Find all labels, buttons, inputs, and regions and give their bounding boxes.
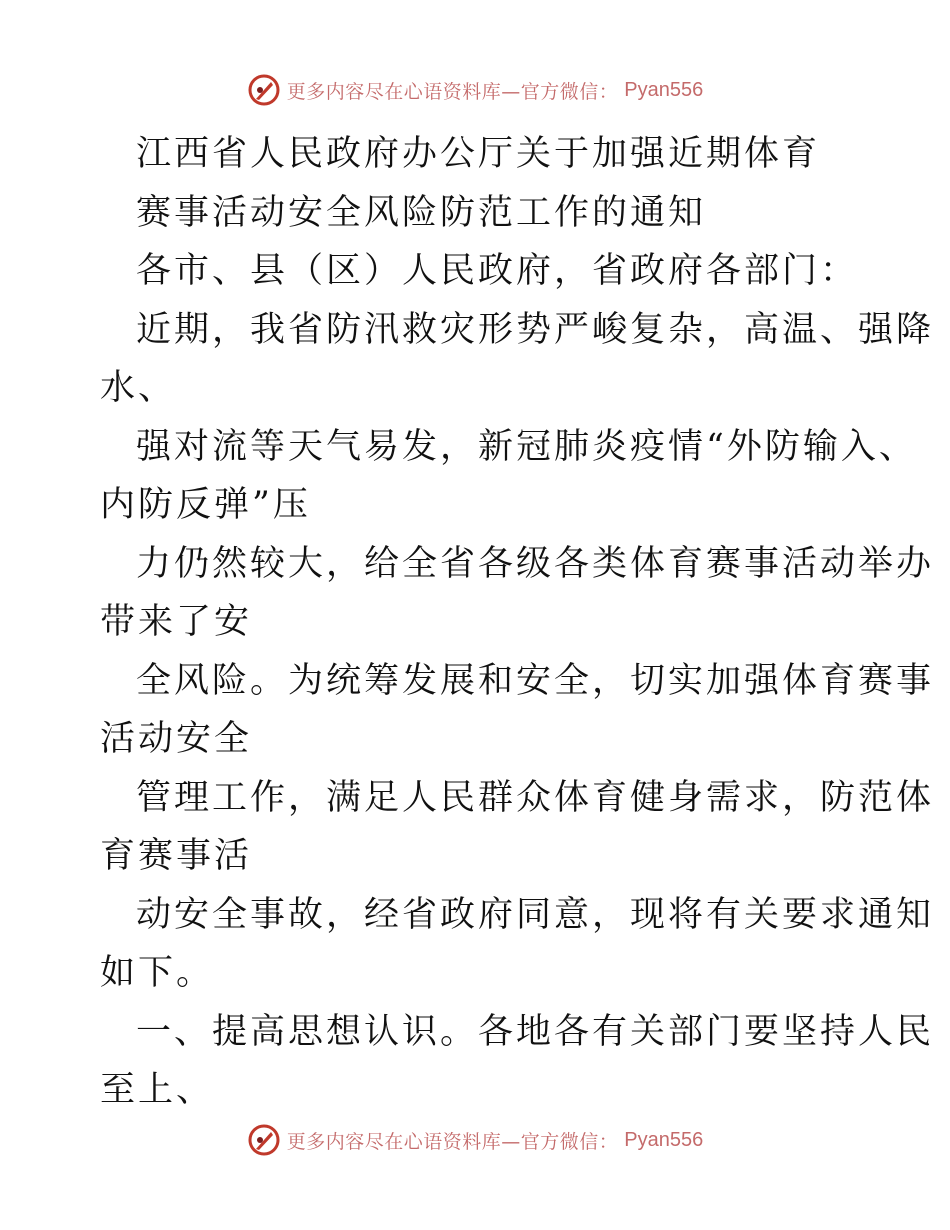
title-line-1: 江西省人民政府办公厅关于加强近期体育 xyxy=(136,134,821,174)
quill-logo-icon xyxy=(247,73,281,107)
text-line: 育赛事活 xyxy=(100,836,253,876)
text-line: 内防反弹”压 xyxy=(100,485,311,525)
text-line: 管理工作，满足人民群众体育健身需求，防范体 xyxy=(136,777,935,818)
text-line: 强对流等天气易发，新冠肺炎疫情“外防输入、 xyxy=(136,426,917,467)
text-line: 力仍然较大，给全省各级各类体育赛事活动举办 xyxy=(136,543,935,584)
watermark-handle: Pyan556 xyxy=(624,78,704,101)
text-line: 如下。 xyxy=(100,953,215,993)
text-line: 水、 xyxy=(100,368,177,408)
text-line: 全风险。为统筹发展和安全，切实加强体育赛事 xyxy=(136,660,935,701)
header-watermark xyxy=(0,70,950,110)
watermark-handle: Pyan556 xyxy=(624,1128,704,1151)
document-body xyxy=(100,125,935,1120)
watermark-text: 更多内容尽在心语资料库—官方微信： xyxy=(286,1130,619,1153)
text-line: 至上、 xyxy=(100,1070,215,1110)
watermark-text: 更多内容尽在心语资料库—官方微信： xyxy=(286,80,619,103)
section-heading-line: 一、提高思想认识。各地各有关部门要坚持人民 xyxy=(136,1011,935,1052)
text-line: 近期，我省防汛救灾形势严峻复杂，高温、强降 xyxy=(136,309,935,350)
text-line: 活动安全 xyxy=(100,719,253,759)
footer-watermark xyxy=(0,1120,950,1160)
quill-logo-icon xyxy=(247,1123,281,1157)
text-line: 带来了安 xyxy=(100,602,253,642)
salutation: 各市、县（区）人民政府，省政府各部门： xyxy=(136,251,859,291)
title-line-2: 赛事活动安全风险防范工作的通知 xyxy=(136,192,707,233)
text-line: 动安全事故，经省政府同意，现将有关要求通知 xyxy=(136,894,935,935)
